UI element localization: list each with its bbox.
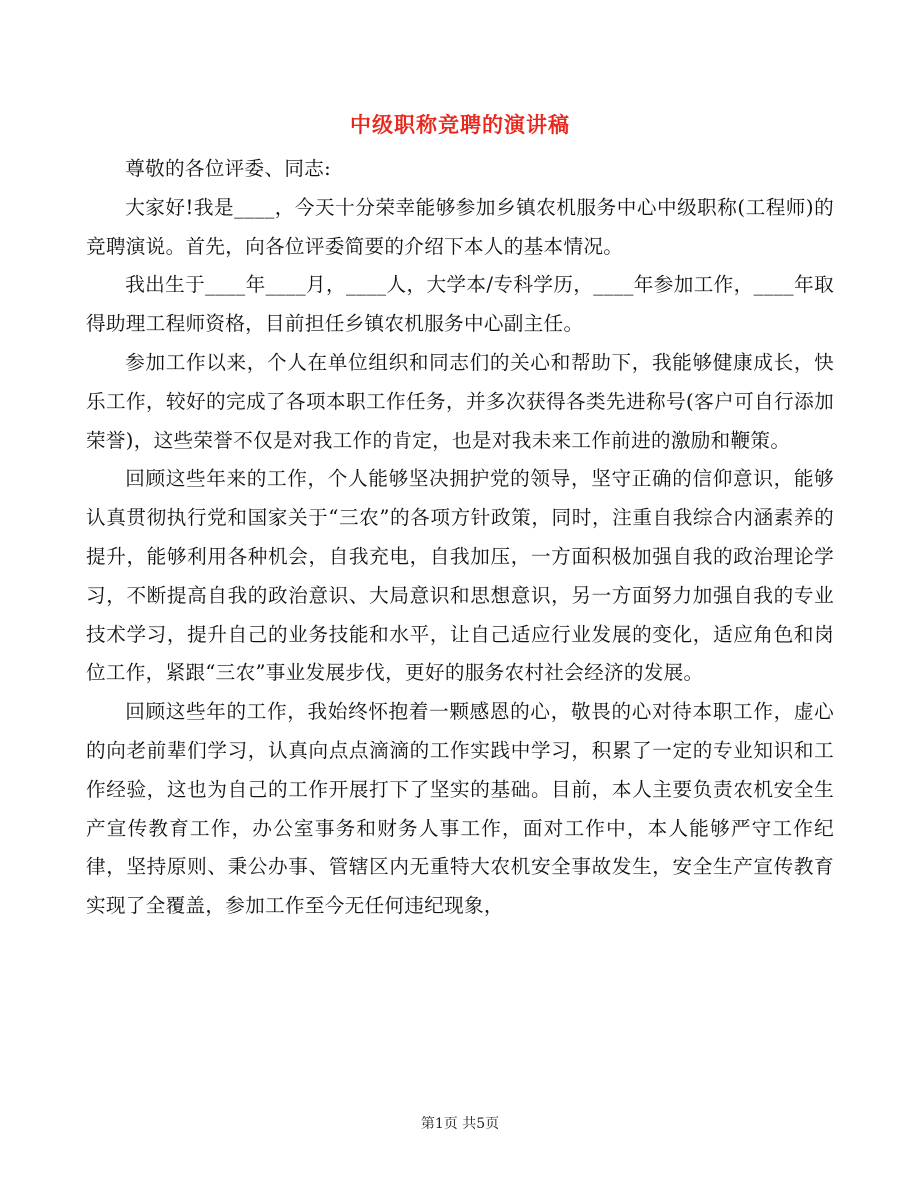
document-title: 中级职称竞聘的演讲稿: [350, 112, 570, 137]
body-paragraph: 我出生于____年____月，____人，大学本/专科学历，____年参加工作，____年取得助理工程师资格，目前担任乡镇农机服务中心副主任。: [86, 273, 834, 336]
body-paragraph: 回顾这些年的工作，我始终怀抱着一颗感恩的心，敬畏的心对待本职工作，虚心的向老前辈们学习，认真向点点滴滴的工作实践中学习，积累了一定的专业知识和工作经验，这也为自己的工作开展打下了坚实的基础。目前，本人主要负责农机安全生产宣传教育工作，办公室事务和财务人事工作，面对工作中，本人能够严守工作纪律，坚持原则、秉公办事、管辖区内无重特大农机安全事故发生，安全生产宣传教育实现了全覆盖，参加工作至今无任何违纪现象，: [86, 700, 834, 918]
document-body: [86, 150, 834, 926]
page-number-footer: 第1页 共5页: [420, 1116, 500, 1132]
salutation-paragraph: 尊敬的各位评委、同志:: [125, 157, 332, 180]
body-paragraph: 参加工作以来，个人在单位组织和同志们的关心和帮助下，我能够健康成长，快乐工作，较好的完成了各项本职工作任务，并多次获得各类先进称号(客户可自行添加荣誉)，这些荣誉不仅是对我工作的肯定，也是对我未来工作前进的激励和鞭策。: [86, 350, 834, 452]
body-paragraph: 回顾这些年来的工作，个人能够坚决拥护党的领导，坚守正确的信仰意识，能够认真贯彻执行党和国家关于“三农”的各项方针政策，同时，注重自我综合内涵素养的提升，能够利用各种机会，自我充电，自我加压，一方面积极加强自我的政治理论学习，不断提高自我的政治意识、大局意识和思想意识，另一方面努力加强自我的专业技术学习，提升自己的业务技能和水平，让自己适应行业发展的变化，适应角色和岗位工作，紧跟“三农”事业发展步伐，更好的服务农村社会经济的发展。: [86, 467, 834, 685]
body-paragraph: 大家好!我是____，今天十分荣幸能够参加乡镇农机服务中心中级职称(工程师)的竞聘演说。首先，向各位评委简要的介绍下本人的基本情况。: [86, 195, 834, 258]
